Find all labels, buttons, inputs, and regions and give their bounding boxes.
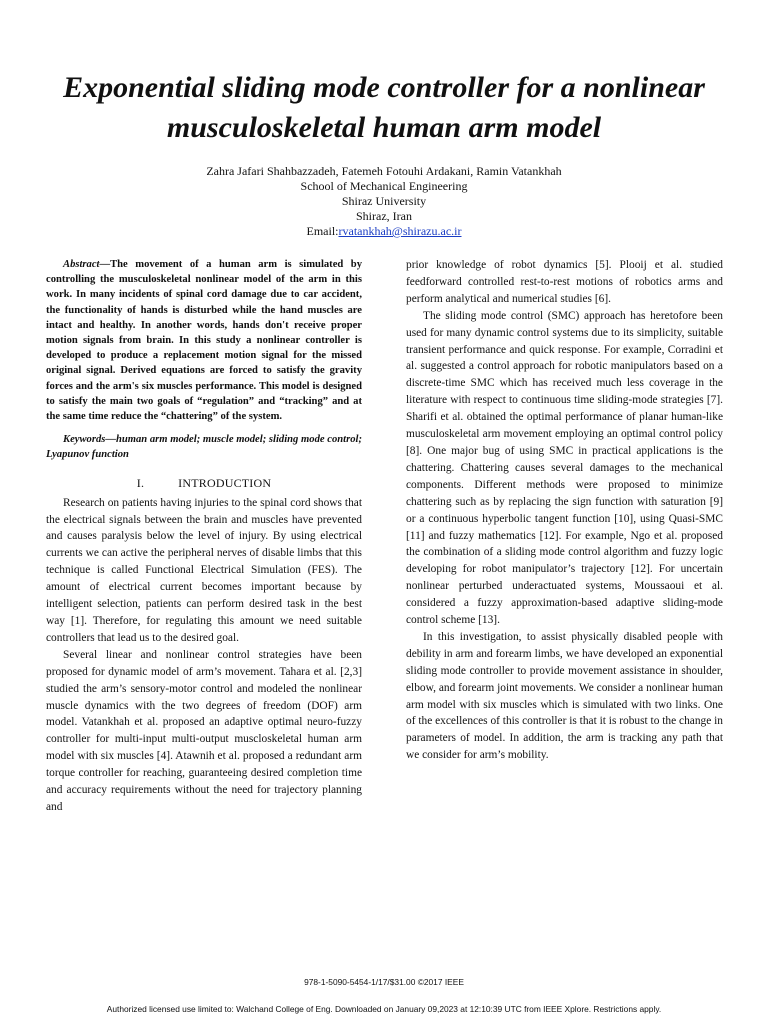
author-location: Shiraz, Iran (356, 209, 412, 223)
abstract-text: —The movement of a human arm is simulated by controlling the musculoskeletal nonlinear model of the arm in this work. In many incidents of spinal cord damage due to car accident, the functionality of hands is disturbed while the hand muscles are intact and healthy. In another words, hands don't receive proper motion signals from brain. In this study a nonlinear controller is developed to produce a replacement motion signal for the missed original signal. Derived equations are forced to satisfy the gravity forces and the arm's six muscles performance. This model is designed to satisfy the main two goals of “regulation” and “tracking” and at the same time reduce the “chattering” of the system. (46, 259, 362, 423)
left-column (46, 257, 362, 816)
section-title: INTRODUCTION (178, 475, 272, 490)
author-names: Zahra Jafari Shahbazzadeh, Fatemeh Fotouhi Ardakani, Ramin Vatankhah (206, 164, 562, 178)
section-heading-introduction (46, 475, 362, 491)
email-label: Email: (306, 224, 339, 238)
intro-paragraph-3: The sliding mode control (SMC) approach has heretofore been used for many dynamic control systems due to its simplicity, suitable transient performance and quick response. For example, Corradini et al. suggested a control approach for robotic manipulators based on a discrete-time SMC which has received much less coverage in the literature with respect to continuous time sliding-mode strategies [7]. Sharifi et al. obtained the optimal performance of planar human-like musculoskeletal arm movement employing an optimal control policy [8]. One major bug of using SMC in practical applications is the chattering. Chattering causes several damages to the mechanical components. Different methods were proposed to minimize chattering such as by replacing the sign function with saturation [9] or a continuous hyperbolic tangent function [10], using Quasi-SMC [11] and fuzzy mathematics [12]. For example, Ngo et al. proposed the combination of a sliding mode control algorithm and fuzzy logic developing for robot manipulator’s trajectory [12]. For uncertain nonlinear perturbed underactuated systems, Moussaoui et al. considered a fuzzy approximation-based adaptive sliding-mode control scheme [13]. (406, 309, 723, 627)
author-university: Shiraz University (341, 194, 427, 208)
intro-paragraph-continuation: prior knowledge of robot dynamics [5]. Plooij et al. studied feedforward controlled rest-to-rest motions of robotics arms and perform analytical and numerical studies [6]. (406, 259, 723, 305)
paper-title-line-2: musculoskeletal human arm model (166, 111, 602, 144)
abstract (46, 257, 362, 424)
intro-paragraph-4: In this investigation, to assist physically disabled people with debility in arm and forearm limbs, we have developed an exponential sliding mode controller to provide movement assistance in shoulder, elbow, and forearm joint movements. We consider a nonlinear human arm model with six muscles which is simulated with two links. One of the excellences of this controller is that it is robust to the change in parameters of model. In addition, the arm is tracking any path that we consider for arm’s mobility. (406, 630, 723, 762)
author-school: School of Mechanical Engineering (300, 179, 468, 193)
paper-title-line-1: Exponential sliding mode controller for a nonlinear (63, 71, 705, 104)
email-link[interactable]: rvatankhah@shirazu.ac.ir (338, 224, 462, 238)
section-number: I. (136, 475, 145, 490)
footer-isbn: 978-1-5090-5454-1/17/$31.00 ©2017 IEEE (304, 977, 464, 987)
keywords-text: —human arm model; muscle model; sliding mode control; Lyapunov function (46, 434, 362, 461)
abstract-lead: Abstract (63, 259, 100, 270)
author-block (84, 164, 684, 239)
author-email-line (84, 224, 684, 239)
intro-paragraph-1: Research on patients having injuries to the spinal cord shows that the electrical signals between the brain and muscles have prevented and causes paralysis below the level of injury. By using electrical currents we can active the peripheral nerves of disable limbs that this technique is called Functional Electrical Simulation (FES). The amount of electrical current becomes important because by intelligent selection, patients can perform desired task in the best way [1]. Therefore, for regulating this amount we need suitable controllers that lead us to the desired goal. (46, 496, 362, 644)
paper-title (40, 68, 728, 148)
right-column (406, 257, 723, 764)
intro-paragraph-2: Several linear and nonlinear control strategies have been proposed for dynamic model of arm’s movement. Tahara et al. [2,3] studied the arm’s sensory-motor control and modeled the nonlinear muscle dynamics with the two degrees of freedom (DOF) arm model. Vatankhah et al. proposed an adaptive optimal neuro-fuzzy controller for multi-input multi-output muscloskeletal human arm model with six muscles [4]. Atawnih et al. proposed a redundant arm torque controller for reaching, guaranteeing desired completion time and accuracy requirements without the need for trajectory planning and (46, 648, 362, 813)
keywords (46, 432, 362, 462)
keywords-lead: Keywords (63, 434, 106, 446)
footer-license: Authorized licensed use limited to: Walchand College of Eng. Downloaded on January 09,2023 at 12:10:39 UTC from IEEE Xplore. Restrictions apply. (106, 1004, 662, 1014)
